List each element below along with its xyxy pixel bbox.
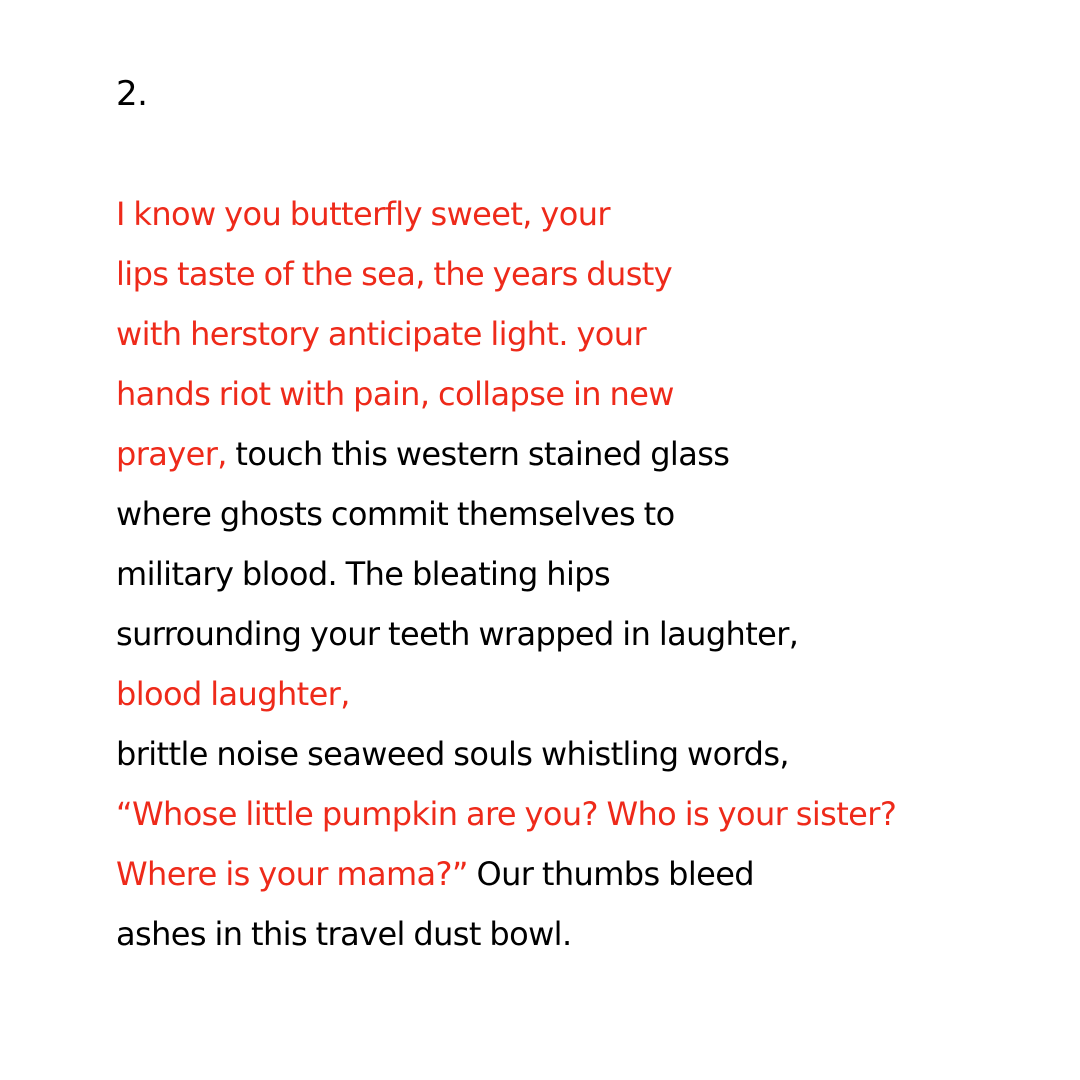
- body-text: touch this western stained glass: [226, 435, 730, 473]
- body-text: Our thumbs bleed: [467, 855, 755, 893]
- highlighted-text: blood laughter,: [116, 675, 350, 713]
- poem-line: [116, 724, 1056, 784]
- poem-line: [116, 184, 1056, 244]
- body-text: ashes in this travel dust bowl.: [116, 915, 572, 953]
- section-number: 2.: [116, 74, 148, 114]
- highlighted-text: Where is your mama?”: [116, 855, 468, 893]
- stanza-spacer: [116, 124, 1056, 184]
- highlighted-text: “Whose little pumpkin are you? Who is your sister?: [116, 795, 897, 833]
- poem-line: [116, 484, 1056, 544]
- highlighted-text: prayer,: [116, 435, 227, 473]
- poem-line: [116, 544, 1056, 604]
- poem-line: [116, 844, 1056, 904]
- body-text: brittle noise seaweed souls whistling words,: [116, 735, 789, 773]
- poem-body: [116, 184, 1056, 964]
- poem-line: [116, 604, 1056, 664]
- poem-page: [116, 64, 1056, 964]
- body-text: military blood. The bleating hips: [116, 555, 611, 593]
- poem-line: [116, 664, 1056, 724]
- highlighted-text: lips taste of the sea, the years dusty: [116, 255, 673, 293]
- poem-line: [116, 364, 1056, 424]
- poem-line: [116, 784, 1056, 844]
- poem-line: [116, 904, 1056, 964]
- poem-line: [116, 424, 1056, 484]
- highlighted-text: with herstory anticipate light. your: [116, 315, 647, 353]
- body-text: where ghosts commit themselves to: [116, 495, 675, 533]
- highlighted-text: I know you butterfly sweet, your: [116, 195, 610, 233]
- poem-line: [116, 244, 1056, 304]
- poem-line: [116, 304, 1056, 364]
- body-text: surrounding your teeth wrapped in laughter,: [116, 615, 799, 653]
- highlighted-text: hands riot with pain, collapse in new: [116, 375, 674, 413]
